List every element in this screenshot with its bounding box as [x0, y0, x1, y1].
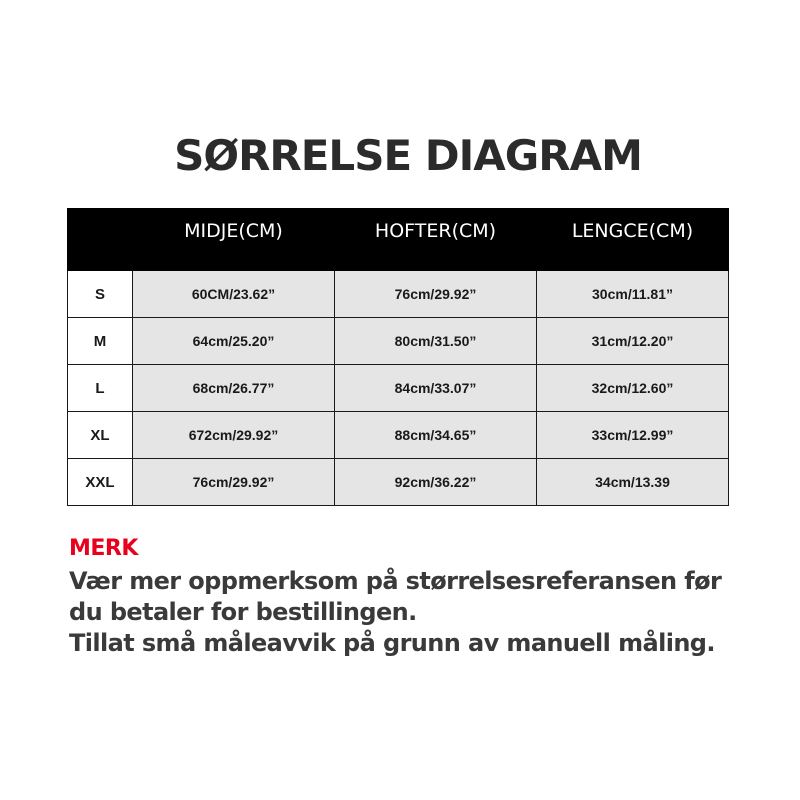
header-hips: HOFTER(CM) [335, 209, 537, 271]
length-value: 30cm/11.81” [537, 271, 729, 318]
page-title: SØRRELSE DIAGRAM [174, 131, 642, 180]
table-row [68, 318, 729, 365]
hips-value: 84cm/33.07” [335, 365, 537, 412]
hips-value: 76cm/29.92” [335, 271, 537, 318]
header-waist: MIDJE(CM) [133, 209, 335, 271]
note-line: Vær mer oppmerksom på størrelsesreferansen før [69, 567, 722, 595]
hips-value: 88cm/34.65” [335, 412, 537, 459]
size-label: S [68, 271, 133, 318]
note-label: MERK [69, 536, 138, 561]
note-section [69, 532, 789, 659]
table-row [68, 412, 729, 459]
size-label: XL [68, 412, 133, 459]
note-line: Tillat små måleavvik på grunn av manuell måling. [69, 629, 715, 657]
hips-value: 80cm/31.50” [335, 318, 537, 365]
waist-value: 76cm/29.92” [133, 459, 335, 506]
size-label: L [68, 365, 133, 412]
header-length: LENGCE(CM) [537, 209, 729, 271]
length-value: 33cm/12.99” [537, 412, 729, 459]
length-value: 34cm/13.39 [537, 459, 729, 506]
table-header-row [68, 209, 729, 271]
length-value: 32cm/12.60” [537, 365, 729, 412]
size-label: XXL [68, 459, 133, 506]
waist-value: 672cm/29.92” [133, 412, 335, 459]
table-row [68, 271, 729, 318]
table-row [68, 365, 729, 412]
table-row [68, 459, 729, 506]
note-line: du betaler for bestillingen. [69, 598, 417, 626]
header-size [68, 209, 133, 271]
hips-value: 92cm/36.22” [335, 459, 537, 506]
waist-value: 64cm/25.20” [133, 318, 335, 365]
size-label: M [68, 318, 133, 365]
waist-value: 68cm/26.77” [133, 365, 335, 412]
size-chart-table [67, 208, 729, 506]
length-value: 31cm/12.20” [537, 318, 729, 365]
waist-value: 60CM/23.62” [133, 271, 335, 318]
